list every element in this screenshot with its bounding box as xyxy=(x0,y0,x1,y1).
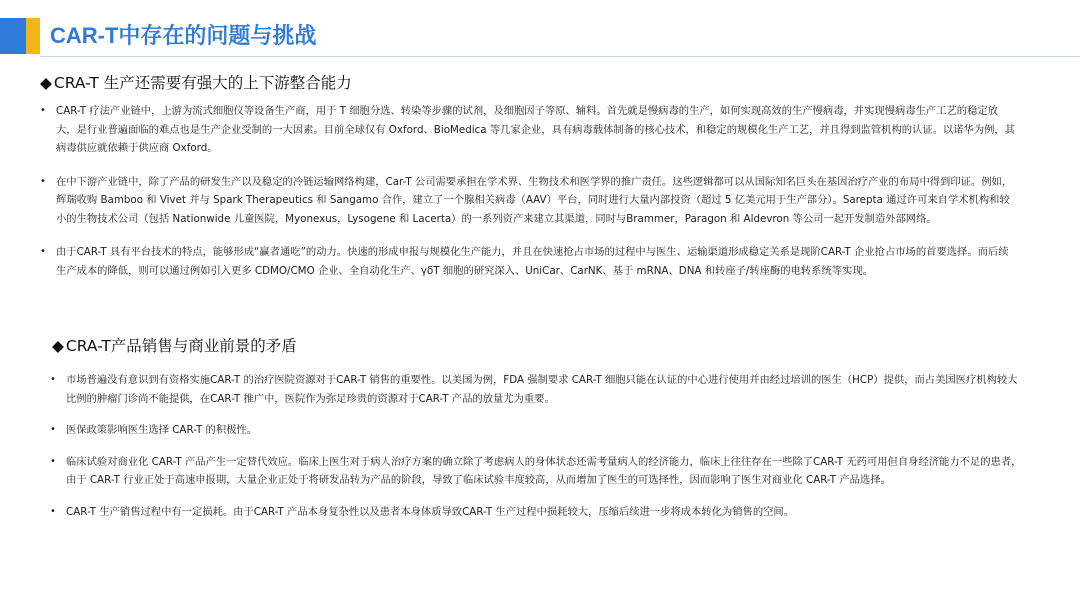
section1-heading xyxy=(40,72,352,94)
title-underline xyxy=(40,56,1080,57)
list-item xyxy=(38,243,1018,280)
bullet-dot-icon: • xyxy=(40,246,46,257)
section2-list xyxy=(48,371,1023,521)
list-item xyxy=(38,102,1018,158)
diamond-bullet-icon: ◆ xyxy=(52,337,64,355)
list-item xyxy=(48,453,1023,490)
list-item-text: CAR-T 生产销售过程中有一定损耗。由于CAR-T 产品本身复杂性以及患者本身体质导致CAR-T 生产过程中损耗较大，压缩后续进一步将成本转化为销售的空间。 xyxy=(66,505,795,518)
list-item-text: 在中下游产业链中，除了产品的研发生产以及稳定的冷链运输网络构建，Car-T 公司需要承担在学术界、生物技术和医学界的推广责任。这些逻辑都可以从国际知名巨头在基因治疗产业的布局中得到印证。例如，辉瑞收购 Bamboo 和 Vivet 并与 Spark Therapeutics 和 Sangamo 合作，建立了一个腺相关病毒（AAV）平台，同时进行大量内部投资（超过 5 亿美元用于生产部分）。Sarepta 通过许可来自学术机构和较小的生物技术公司（包括 Nationwide 儿童医院，Myonexus，Lysogene 和 Lacerta）的一系列资产来建立其渠道，同时与Brammer，Paragon 和 Aldevron 等公司一起开发制造外部网络。 xyxy=(56,175,1013,225)
bullet-dot-icon: • xyxy=(50,505,56,517)
bullet-dot-icon: • xyxy=(50,374,56,385)
section2-heading-text: CRA-T产品销售与商业前景的矛盾 xyxy=(65,337,297,355)
bullet-dot-icon: • xyxy=(50,455,56,467)
list-item-text: 医保政策影响医生选择 CAR-T 的积极性。 xyxy=(66,424,258,436)
section1-heading-text: CRA-T 生产还需要有强大的上下游整合能力 xyxy=(53,74,352,92)
list-item-text: 市场普遍没有意识到有资格实施CAR-T 的治疗医院资源对于CAR-T 销售的重要性。以美国为例，FDA 强制要求 CAR-T 细胞只能在认证的中心进行使用并由经过培训的医生（HCP）提供，而占美国医疗机构较大比例的肿瘤门诊尚不能提供，在CAR-T 推广中，医院作为弥足珍贵的资源对于CAR-T 产品的放量尤为重要。 xyxy=(66,374,1018,405)
bullet-dot-icon: • xyxy=(50,424,56,435)
list-item xyxy=(48,503,1023,522)
list-item-text: CAR-T 疗法产业链中，上游为流式细胞仪等设备生产商，用于 T 细胞分选、转染等步骤的试剂，及细胞因子等原、辅料。首先就是慢病毒的生产，如何实现高效的生产慢病毒，并实现慢病毒生产工艺的稳定放大，是行业普遍面临的难点也是生产企业受制的一大因素。目前全球仅有 Oxford、BioMedica 等几家企业，具有病毒载体制备的核心技术，和稳定的规模化生产工艺，并且得到监管机构的认证。以诺华为例，其病毒供应就依赖于供应商 Oxford。 xyxy=(56,105,1016,154)
title-accent-bar-blue xyxy=(0,18,26,54)
bullet-dot-icon: • xyxy=(40,105,46,116)
section2-heading xyxy=(52,335,297,357)
bullet-dot-icon: • xyxy=(40,175,46,187)
page-title: CAR-T中存在的问题与挑战 xyxy=(50,23,317,48)
list-item xyxy=(48,421,1023,440)
diamond-bullet-icon: ◆ xyxy=(40,74,52,92)
section1-list xyxy=(38,102,1018,280)
title-accent-bar-yellow xyxy=(26,18,40,54)
list-item-text: 由于CAR-T 具有平台技术的特点，能够形成“赢者通吃”的动力。快速的形成申报与规模化生产能力，并且在快速抢占市场的过程中与医生、运输渠道形成稳定关系是现阶CAR-T 企业抢占市场的首要选择。而后续生产成本的降低，则可以通过例如引入更多 CDMO/CMO 企业、全自动化生产、γδT 细胞的研究深入、UniCar、CarNK、基于 mRNA、DNA 和转座子/转座酶的电转系统等实现。 xyxy=(56,246,1009,277)
list-item xyxy=(48,371,1023,408)
list-item-text: 临床试验对商业化 CAR-T 产品产生一定替代效应。临床上医生对于病人治疗方案的确立除了考虑病人的身体状态还需考量病人的经济能力，临床上往往存在一些除了CAR-T 无药可用但自身经济能力不足的患者，由于 CAR-T 行业正处于高速申报期，大量企业正处于将研发品转为产品的阶段，导致了临床试验丰度较高，从而增加了医生的可选择性，因而影响了医生对商业化 CAR-T 产品选择。 xyxy=(66,455,1022,486)
list-item xyxy=(38,173,1018,229)
